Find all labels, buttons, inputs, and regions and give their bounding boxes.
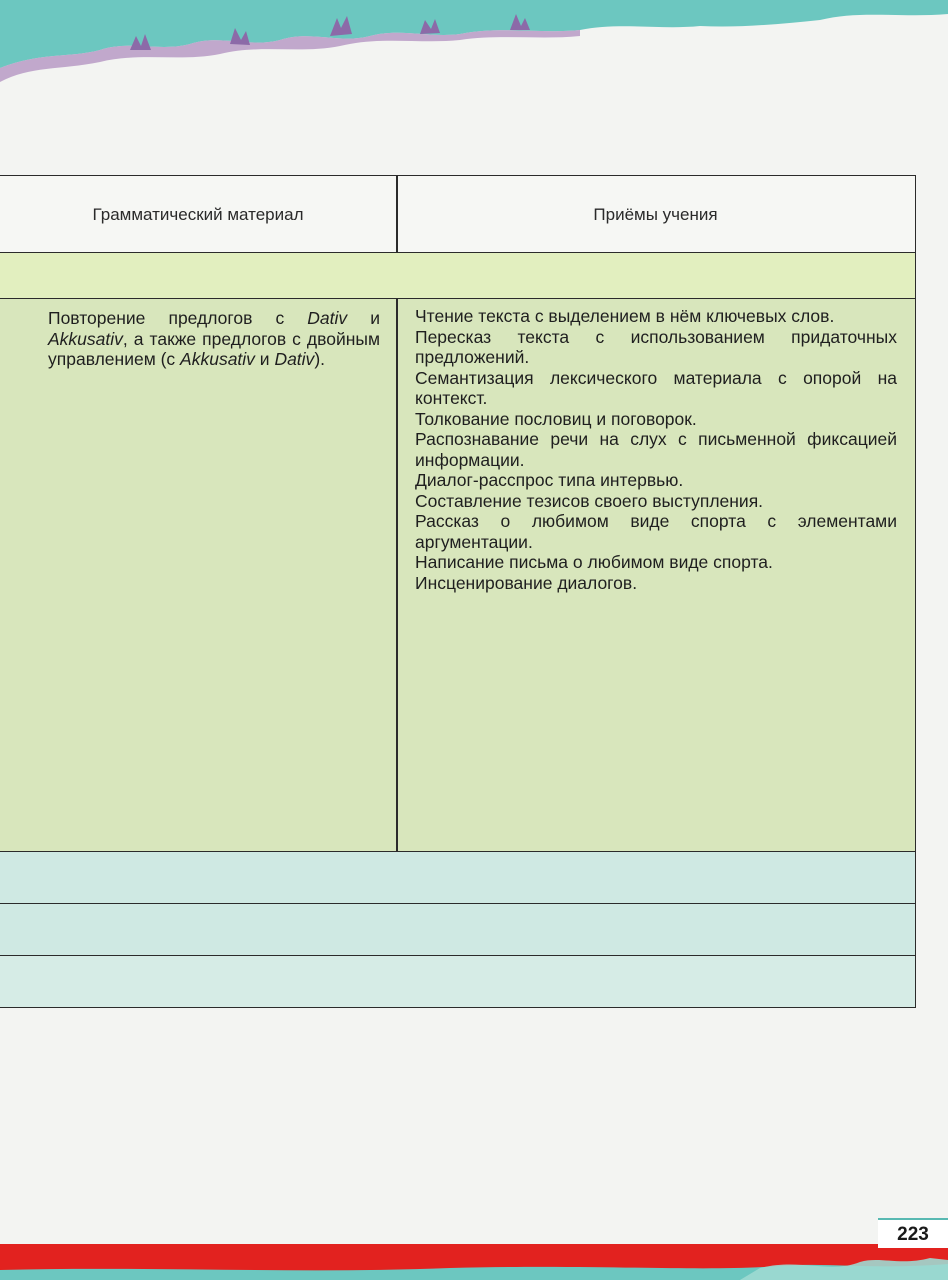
method-item: Семантизация лексического материала с опорой на контекст.: [415, 367, 897, 408]
method-item: Распознавание речи на слух с письменной фиксацией информации.: [415, 429, 897, 470]
top-decorative-band: [0, 0, 948, 110]
grammar-akkusativ-2: Akkusativ: [180, 349, 255, 369]
header-methods: Приёмы учения: [593, 205, 718, 224]
methods-list: [415, 306, 897, 593]
method-item: Чтение текста с выделением в нём ключевых слов.: [415, 306, 835, 326]
section-band-row-cyan: [0, 955, 916, 1008]
page-number: 223: [878, 1218, 948, 1250]
grammar-text-1: Повторение предлогов с: [48, 308, 308, 328]
method-item: Толкование пословиц и поговорок.: [415, 408, 697, 429]
method-item: Инсценирование диалогов.: [415, 572, 638, 593]
bottom-decorative-band: [0, 1236, 948, 1280]
grammar-text-3: , а также предлогов с двойным управлением (с: [48, 328, 380, 369]
method-item: Составление тезисов своего выступления.: [415, 490, 764, 511]
section-band-row-cyan: [0, 903, 916, 956]
header-grammar: Грамматический материал: [92, 205, 304, 224]
grammar-akkusativ-1: Akkusativ: [48, 328, 123, 349]
grammar-text-5: ).: [314, 349, 326, 369]
section-band-row: [0, 252, 916, 300]
grammar-cell: [48, 308, 380, 370]
header-column-divider: [396, 176, 398, 252]
method-item: Диалог-расспрос типа интервью.: [415, 470, 684, 490]
grammar-text-2: и: [347, 308, 381, 328]
grammar-dativ-1: Dativ: [307, 308, 348, 328]
section-band-row-cyan: [0, 851, 916, 904]
content-column-divider: [396, 299, 398, 851]
grammar-text-4: и: [254, 349, 275, 369]
method-item: Написание письма о любимом виде спорта.: [415, 552, 773, 572]
table-header-row: [0, 175, 916, 253]
grammar-dativ-2: Dativ: [274, 349, 315, 369]
method-item: Пересказ текста с использованием придаточных предложений.: [415, 326, 897, 367]
method-item: Рассказ о любимом виде спорта с элементами аргументации.: [415, 511, 897, 552]
